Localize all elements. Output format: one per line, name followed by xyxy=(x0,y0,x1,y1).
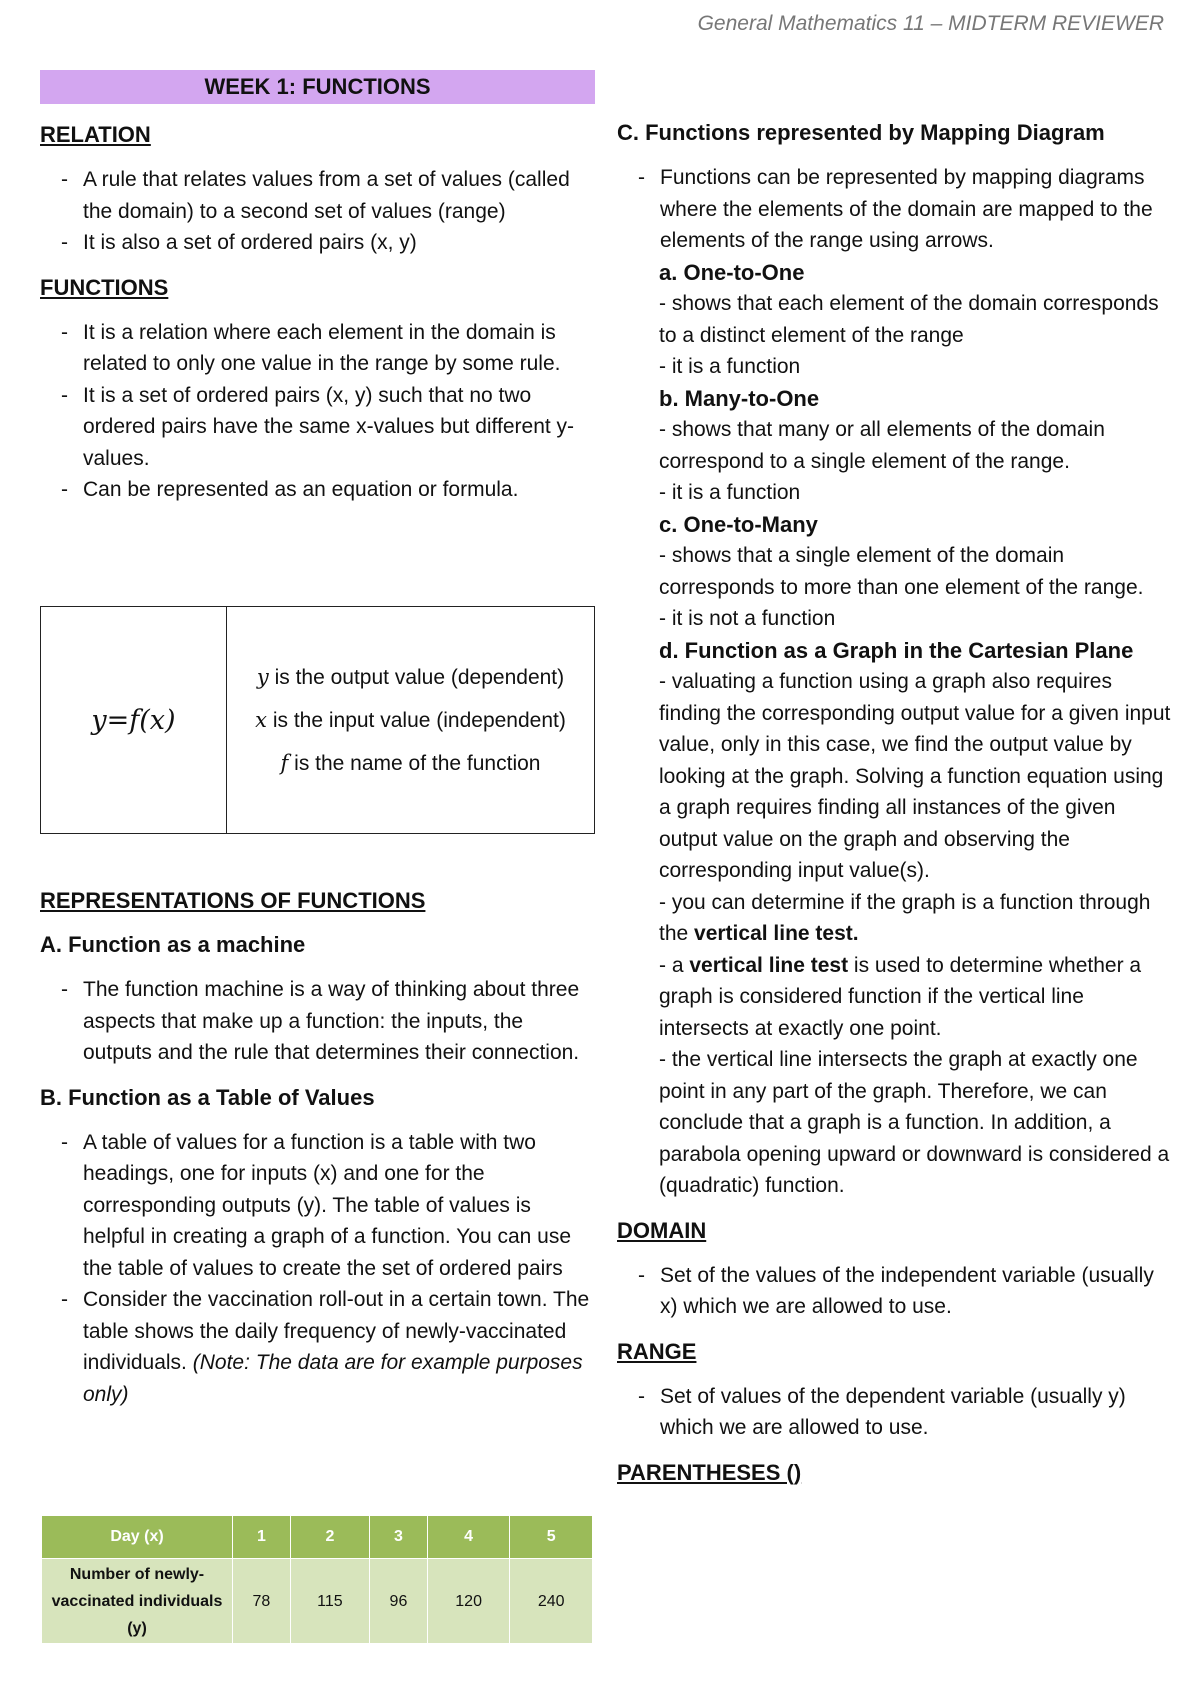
representations-section xyxy=(40,888,595,1410)
range-list xyxy=(617,1381,1172,1444)
domain-heading: DOMAIN xyxy=(617,1217,707,1243)
mapping-heading: C. Functions represented by Mapping Diagram xyxy=(617,120,1105,145)
vaccination-table xyxy=(41,1515,593,1644)
graph-heading: d. Function as a Graph in the Cartesian Plane xyxy=(659,637,1134,663)
domain-list xyxy=(617,1260,1172,1323)
many-to-one-heading: b. Many-to-One xyxy=(659,385,820,411)
graph-text: - the vertical line intersects the graph at exactly one point in any part of the graph. Therefore, we can conclude that a graph is a function. In addition, a parabola opening upward or downward is considered a (quadratic) function. xyxy=(659,1048,1170,1197)
many-to-one-note: - it is a function xyxy=(659,481,801,504)
list-item: - Consider the vaccination roll-out in a certain town. The table shows the daily frequency of newly-vaccinated individuals. (Note: The data are for example purposes only) xyxy=(83,1284,595,1410)
one-to-one-text: - shows that each element of the domain corresponds to a distinct element of the range xyxy=(659,292,1159,347)
range-heading: RANGE xyxy=(617,1338,697,1364)
value-cell: 120 xyxy=(427,1559,510,1644)
table-of-values-list xyxy=(40,1127,595,1411)
graph-text: - valuating a function using a graph also requires finding the corresponding output value for a given input value, only in this case, we find the output value by looking at the graph. Solving a function equation using a graph requires finding all instances of the given output value on the graph and observing the corresponding input value(s). xyxy=(659,670,1171,882)
x-definition: x is the input value (independent) xyxy=(255,707,566,732)
relation-list xyxy=(40,164,595,259)
relation-heading: RELATION xyxy=(40,122,151,147)
note: (Note: The data are for example purposes only) xyxy=(83,1351,583,1406)
parentheses-heading: PARENTHESES () xyxy=(617,1459,802,1485)
graph-text: - a vertical line test is used to determine whether a graph is considered function if the vertical line intersects at exactly one point. xyxy=(659,953,1142,1040)
day-cell: 4 xyxy=(427,1516,510,1559)
table-header-row xyxy=(42,1516,593,1559)
formula-definitions xyxy=(227,607,595,834)
machine-list xyxy=(40,974,595,1069)
value-cell: 78 xyxy=(233,1559,291,1644)
list-item: - It is a relation where each element in the domain is related to only one value in the range by some rule. xyxy=(83,317,595,380)
day-cell: 2 xyxy=(290,1516,369,1559)
day-cell: 3 xyxy=(370,1516,428,1559)
list-item: - Set of values of the dependent variable (usually y) which we are allowed to use. xyxy=(660,1381,1172,1444)
value-cell: 240 xyxy=(510,1559,593,1644)
header-label: Day (x) xyxy=(42,1516,233,1559)
list-item: - It is also a set of ordered pairs (x, y) xyxy=(83,227,595,259)
list-item: - Set of the values of the independent variable (usually x) which we are allowed to use. xyxy=(660,1260,1172,1323)
representations-heading: REPRESENTATIONS OF FUNCTIONS xyxy=(40,888,426,913)
table-of-values-heading: B. Function as a Table of Values xyxy=(40,1084,375,1110)
value-cell: 96 xyxy=(370,1559,428,1644)
list-item: - It is a set of ordered pairs (x, y) such that no two ordered pairs have the same x-values but different y-values. xyxy=(83,380,595,475)
one-to-many-text: - shows that a single element of the domain corresponds to more than one element of the range. xyxy=(659,544,1144,599)
list-item: - Functions can be represented by mapping diagrams where the elements of the domain are mapped to the elements of the range using arrows. xyxy=(660,162,1172,257)
right-column xyxy=(617,120,1172,1486)
formula-box xyxy=(40,606,595,834)
list-item: - A table of values for a function is a table with two headings, one for inputs (x) and one for the corresponding outputs (y). The table of values is helpful in creating a graph of a function. You can use the table of values to create the set of ordered pairs xyxy=(83,1127,595,1285)
row-label: Number of newly-vaccinated individuals (y) xyxy=(42,1559,233,1644)
many-to-one-text: - shows that many or all elements of the domain correspond to a single element of the range. xyxy=(659,418,1105,473)
f-definition: f is the name of the function xyxy=(280,750,541,775)
table-row xyxy=(42,1559,593,1644)
value-cell: 115 xyxy=(290,1559,369,1644)
functions-list xyxy=(40,317,595,506)
graph-text: - you can determine if the graph is a function through the vertical line test. xyxy=(659,890,1151,945)
mapping-list xyxy=(617,162,1172,257)
list-item: - The function machine is a way of thinking about three aspects that make up a function: the inputs, the outputs and the rule that determines their connection. xyxy=(83,974,595,1069)
one-to-one-heading: a. One-to-One xyxy=(659,259,805,285)
day-cell: 1 xyxy=(233,1516,291,1559)
list-item: - Can be represented as an equation or formula. xyxy=(83,474,595,506)
one-to-many-heading: c. One-to-Many xyxy=(659,511,818,537)
y-definition: y is the output value (dependent) xyxy=(256,664,565,689)
machine-heading: A. Function as a machine xyxy=(40,932,306,957)
day-cell: 5 xyxy=(510,1516,593,1559)
left-column xyxy=(40,70,595,506)
formula: y=f(x) xyxy=(41,607,227,834)
page-header: General Mathematics 11 – MIDTERM REVIEWER xyxy=(697,12,1164,35)
list-item: - A rule that relates values from a set of values (called the domain) to a second set of values (range) xyxy=(83,164,595,227)
week-title: WEEK 1: FUNCTIONS xyxy=(40,70,595,104)
functions-heading: FUNCTIONS xyxy=(40,274,169,300)
mapping-details xyxy=(617,257,1172,1202)
one-to-one-note: - it is a function xyxy=(659,355,801,378)
one-to-many-note: - it is not a function xyxy=(659,607,836,630)
